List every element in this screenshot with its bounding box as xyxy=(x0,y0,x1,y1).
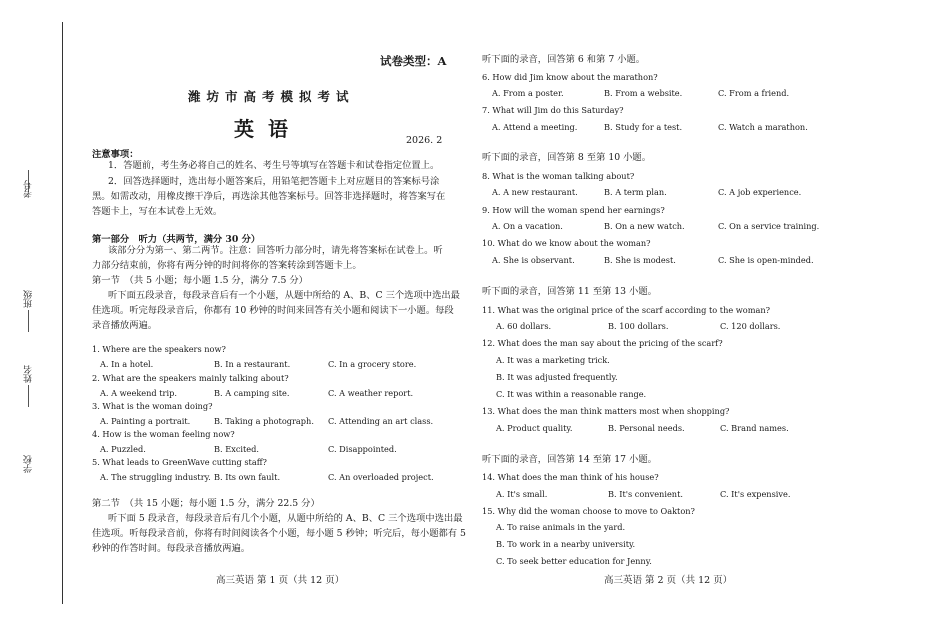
q12-option-c: C. It was within a reasonable range. xyxy=(496,389,647,399)
q14-option-b: B. It's convenient. xyxy=(608,489,683,499)
q15-option-c: C. To seek better education for Jenny. xyxy=(496,556,652,566)
question-12: 12. What does the man say about the pricing of the scarf? xyxy=(482,338,723,348)
name-rule xyxy=(28,385,29,407)
q8-option-c: C. A job experience. xyxy=(718,187,802,197)
question-1: 1. Where are the speakers now? xyxy=(92,344,226,354)
q14-option-c: C. It's expensive. xyxy=(720,489,791,499)
question-3: 3. What is the woman doing? xyxy=(92,401,213,411)
q5-option-c: C. An overloaded project. xyxy=(328,472,434,482)
group4-intro: 听下面的录音，回答第 14 至第 17 小题。 xyxy=(482,454,657,465)
notice-item-1: 1．答题前，考生务必将自己的姓名、考生号等填写在答题卡和试卷指定位置上。 xyxy=(108,160,440,171)
question-4: 4. How is the woman feeling now? xyxy=(92,429,235,439)
name-label: 姓名 xyxy=(24,365,34,383)
q5-option-a: A. The struggling industry. xyxy=(100,472,211,482)
question-11: 11. What was the original price of the scarf according to the woman? xyxy=(482,305,771,315)
exam-type: 试卷类型：A xyxy=(380,54,447,68)
q14-option-a: A. It's small. xyxy=(496,489,548,499)
question-8: 8. What is the woman talking about? xyxy=(482,171,635,181)
q15-option-a: A. To raise animals in the yard. xyxy=(496,522,626,532)
q5-option-b: B. Its own fault. xyxy=(214,472,281,482)
section1-line-3: 录音播放两遍。 xyxy=(92,320,158,331)
q2-option-a: A. A weekend trip. xyxy=(100,388,177,398)
question-6: 6. How did Jim know about the marathon? xyxy=(482,72,658,82)
q10-option-c: C. She is open-minded. xyxy=(718,255,814,265)
part1-line-1: 该部分分为第一、第二两节。注意：回答听力部分时，请先将答案标在试卷上。听 xyxy=(108,245,443,256)
q13-option-c: C. Brand names. xyxy=(720,423,789,433)
q15-option-b: B. To work in a nearby university. xyxy=(496,539,636,549)
q2-option-c: C. A weather report. xyxy=(328,388,414,398)
q1-option-c: C. In a grocery store. xyxy=(328,359,417,369)
q8-option-a: A. A new restaurant. xyxy=(492,187,578,197)
class-label: 班级 xyxy=(24,290,34,308)
notice-item-2-line-2: 黑。如需改动，用橡皮擦干净后，再选涂其他答案标号。回答非选择题时，将答案写在 xyxy=(92,191,446,202)
binding-line xyxy=(62,22,63,604)
q11-option-a: A. 60 dollars. xyxy=(496,321,552,331)
q13-option-b: B. Personal needs. xyxy=(608,423,685,433)
q4-option-c: C. Disappointed. xyxy=(328,444,397,454)
question-10: 10. What do we know about the woman? xyxy=(482,238,651,248)
school-label: 学校 xyxy=(24,455,34,473)
group1-intro: 听下面的录音，回答第 6 和第 7 小题。 xyxy=(482,54,646,65)
question-15: 15. Why did the woman choose to move to Oakton? xyxy=(482,506,695,516)
group2-intro: 听下面的录音，回答第 8 至第 10 小题。 xyxy=(482,152,652,163)
q7-option-c: C. Watch a marathon. xyxy=(718,122,808,132)
group3-intro: 听下面的录音，回答第 11 至第 13 小题。 xyxy=(482,286,657,297)
section1-title: 第一节 （共 5 小题；每小题 1.5 分，满分 7.5 分） xyxy=(92,275,308,286)
q10-option-a: A. She is observant. xyxy=(492,255,575,265)
q8-option-b: B. A term plan. xyxy=(604,187,667,197)
q12-option-a: A. It was a marketing trick. xyxy=(496,355,610,365)
notice-item-2-line-1: 2．回答选择题时，选出每小题答案后，用铅笔把答题卡上对应题目的答案标号涂 xyxy=(108,176,440,187)
section2-line-1: 听下面 5 段录音，每段录音后有几个小题，从题中所给的 A、B、C 三个选项中选出最 xyxy=(108,513,463,524)
q6-option-c: C. From a friend. xyxy=(718,88,790,98)
q6-option-a: A. From a poster. xyxy=(492,88,564,98)
question-2: 2. What are the speakers mainly talking about? xyxy=(92,373,289,383)
q6-option-b: B. From a website. xyxy=(604,88,683,98)
part1-title: 第一部分 听力（共两节，满分 30 分） xyxy=(92,234,261,245)
section2-line-2: 佳选项。听每段录音前，你将有时间阅读各个小题，每小题 5 秒钟；听完后，每小题都有 5 xyxy=(92,528,466,539)
footer-left: 高三英语 第 1 页（共 12 页） xyxy=(216,575,345,586)
part1-line-2: 力部分结束前，你将有两分钟的时间将你的答案转涂到答题卡上。 xyxy=(92,260,362,271)
q11-option-b: B. 100 dollars. xyxy=(608,321,669,331)
question-7: 7. What will Jim do this Saturday? xyxy=(482,105,624,115)
question-9: 9. How will the woman spend her earnings? xyxy=(482,205,665,215)
notice-title: 注意事项： xyxy=(92,149,139,160)
exam-date: 2026. 2 xyxy=(406,135,443,146)
q1-option-a: A. In a hotel. xyxy=(100,359,154,369)
q12-option-b: B. It was adjusted frequently. xyxy=(496,372,618,382)
exam-title: 潍坊市高考模拟考试 xyxy=(188,89,355,104)
q4-option-b: B. Excited. xyxy=(214,444,259,454)
subject-title: 英语 xyxy=(234,117,302,141)
q10-option-b: B. She is modest. xyxy=(604,255,676,265)
q3-option-a: A. Painting a portrait. xyxy=(100,416,191,426)
section1-line-1: 听下面五段录音，每段录音后有一个小题，从题中所给的 A、B、C 三个选项中选出最 xyxy=(108,290,460,301)
q3-option-b: B. Taking a photograph. xyxy=(214,416,314,426)
section2-line-3: 秒钟的作答时间。每段录音播放两遍。 xyxy=(92,543,251,554)
q9-option-c: C. On a service training. xyxy=(718,221,820,231)
id-number-label: 考号 xyxy=(24,180,34,198)
q7-option-b: B. Study for a test. xyxy=(604,122,683,132)
section2-title: 第二节 （共 15 小题；每小题 1.5 分，满分 22.5 分） xyxy=(92,498,320,509)
q3-option-c: C. Attending an art class. xyxy=(328,416,434,426)
question-14: 14. What does the man think of his house? xyxy=(482,472,659,482)
q7-option-a: A. Attend a meeting. xyxy=(492,122,578,132)
q4-option-a: A. Puzzled. xyxy=(100,444,146,454)
q9-option-b: B. On a new watch. xyxy=(604,221,685,231)
notice-item-2-line-3: 答题卡上，写在本试卷上无效。 xyxy=(92,206,223,217)
question-13: 13. What does the man think matters most when shopping? xyxy=(482,406,730,416)
q13-option-a: A. Product quality. xyxy=(496,423,573,433)
q2-option-b: B. A camping site. xyxy=(214,388,290,398)
class-rule xyxy=(28,310,29,332)
q9-option-a: A. On a vacation. xyxy=(492,221,563,231)
section1-line-2: 佳选项。听完每段录音后，你都有 10 秒钟的时间来回答有关小题和阅读下一小题。每段 xyxy=(92,305,454,316)
footer-right: 高三英语 第 2 页（共 12 页） xyxy=(604,575,733,586)
q11-option-c: C. 120 dollars. xyxy=(720,321,781,331)
q1-option-b: B. In a restaurant. xyxy=(214,359,291,369)
question-5: 5. What leads to GreenWave cutting staff? xyxy=(92,457,267,467)
